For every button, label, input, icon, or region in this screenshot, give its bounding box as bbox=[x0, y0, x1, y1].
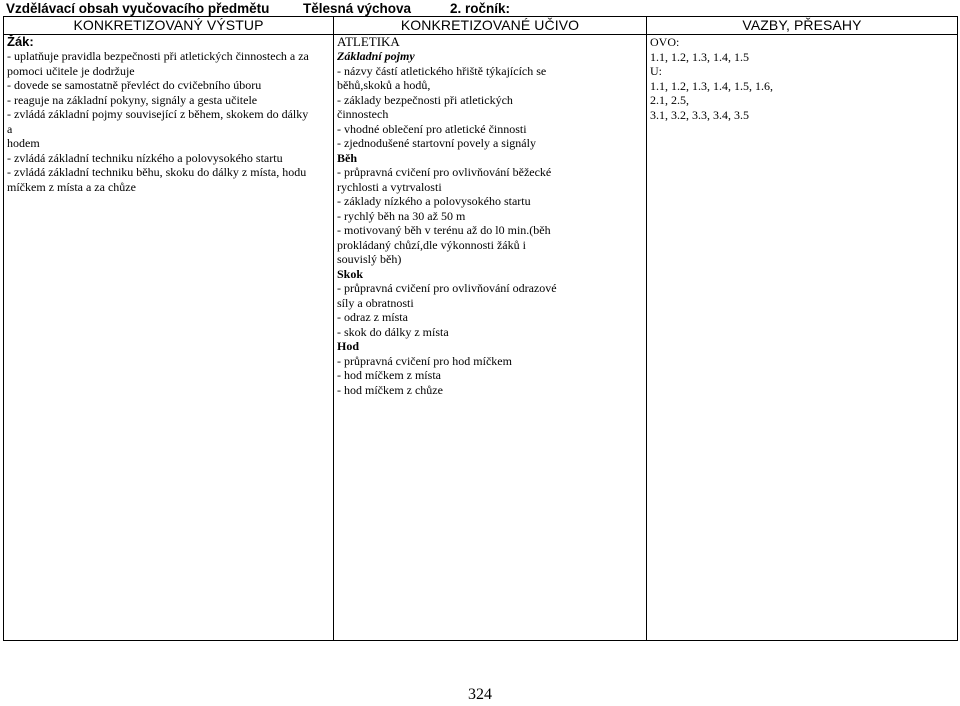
content-line: - hod míčkem z místa bbox=[337, 368, 441, 382]
content-line: Skok bbox=[337, 266, 364, 281]
links-line: 2.1, 2.5, bbox=[650, 93, 689, 107]
content-line: - motivovaný běh v terénu až do l0 min.(běh bbox=[337, 223, 551, 237]
document-title: Vzdělávací obsah vyučovacího předmětu bbox=[6, 1, 270, 16]
outputs-cell bbox=[4, 35, 334, 641]
content-line: - průpravná cvičení pro ovlivňování odrazové bbox=[337, 281, 557, 295]
content-line: prokládaný chůzí,dle výkonnosti žáků i bbox=[337, 237, 526, 252]
column-header-links: VAZBY, PŘESAHY bbox=[647, 17, 958, 35]
content-line: rychlosti a vytrvalosti bbox=[337, 179, 442, 194]
content-line: - rychlý běh na 30 až 50 m bbox=[337, 208, 466, 223]
output-line: - dovede se samostatně převléct do cvičebního úboru bbox=[7, 78, 262, 92]
content-line: činnostech bbox=[337, 107, 389, 121]
content-heading: ATLETIKA bbox=[337, 34, 400, 49]
output-line: - zvládá základní pojmy související z během, skokem do dálky bbox=[7, 107, 309, 121]
output-line: a bbox=[7, 121, 13, 136]
curriculum-table bbox=[3, 16, 958, 641]
content-line: - skok do dálky z místa bbox=[337, 324, 449, 339]
content-line: - základy bezpečnosti při atletických bbox=[337, 92, 513, 107]
content-line: - vhodné oblečení pro atletické činnosti bbox=[337, 121, 527, 136]
links-list bbox=[650, 35, 954, 122]
table-body-row bbox=[4, 35, 958, 641]
content-line: síly a obratnosti bbox=[337, 295, 414, 310]
output-line: - zvládá základní techniku nízkého a polovysokého startu bbox=[7, 150, 283, 165]
table-header-row bbox=[4, 17, 958, 35]
content-line: - základy nízkého a polovysokého startu bbox=[337, 194, 531, 208]
links-line: OVO: bbox=[650, 35, 680, 49]
content-list bbox=[337, 49, 643, 397]
content-line: Hod bbox=[337, 339, 360, 353]
outputs-heading: Žák: bbox=[7, 34, 34, 49]
links-line: U: bbox=[650, 64, 662, 78]
output-line: - reaguje na základní pokyny, signály a gesta učitele bbox=[7, 92, 258, 107]
content-line: - hod míčkem z chůze bbox=[337, 382, 443, 397]
output-line: pomoci učitele je dodržuje bbox=[7, 63, 135, 78]
content-line: - zjednodušené startovní povely a signály bbox=[337, 136, 536, 150]
column-header-content: KONKRETIZOVANÉ UČIVO bbox=[334, 17, 647, 35]
page-number: 324 bbox=[468, 686, 492, 703]
content-line: Běh bbox=[337, 150, 358, 165]
links-cell bbox=[647, 35, 958, 641]
column-header-output: KONKRETIZOVANÝ VÝSTUP bbox=[4, 17, 334, 35]
content-cell bbox=[334, 35, 647, 641]
links-line: 1.1, 1.2, 1.3, 1.4, 1.5, 1.6, bbox=[650, 78, 773, 93]
links-line: 1.1, 1.2, 1.3, 1.4, 1.5 bbox=[650, 49, 749, 64]
output-line: - uplatňuje pravidla bezpečnosti při atletických činnostech a za bbox=[7, 49, 309, 63]
content-line: - průpravná cvičení pro ovlivňování běžecké bbox=[337, 165, 552, 179]
subject-name: Tělesná výchova bbox=[303, 1, 412, 16]
links-line: 3.1, 3.2, 3.3, 3.4, 3.5 bbox=[650, 107, 749, 122]
document-header bbox=[6, 1, 956, 17]
content-line: - odraz z místa bbox=[337, 310, 408, 324]
content-line: Základní pojmy bbox=[337, 49, 415, 63]
outputs-list bbox=[7, 49, 330, 194]
content-line: - názvy částí atletického hřiště týkajících se bbox=[337, 63, 547, 78]
grade-label: 2. ročník: bbox=[450, 1, 511, 16]
output-line: míčkem z místa a za chůze bbox=[7, 179, 136, 194]
output-line: hodem bbox=[7, 136, 40, 150]
content-line: souvislý běh) bbox=[337, 252, 402, 266]
content-line: - průpravná cvičení pro hod míčkem bbox=[337, 353, 512, 368]
output-line: - zvládá základní techniku běhu, skoku do dálky z místa, hodu bbox=[7, 165, 307, 179]
content-line: běhů,skoků a hodů, bbox=[337, 78, 431, 92]
